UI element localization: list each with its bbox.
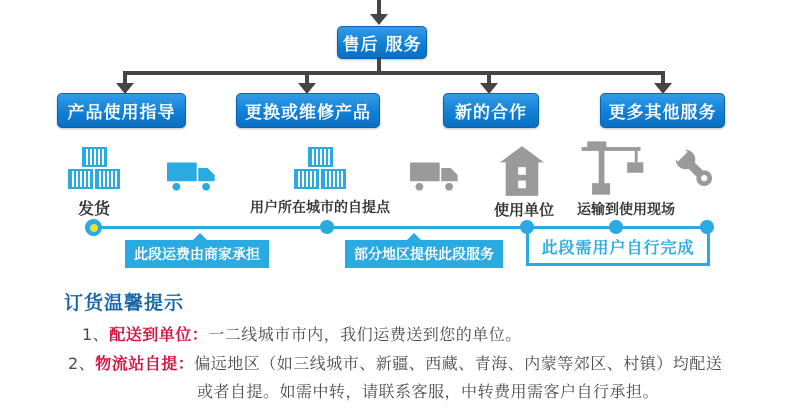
branch-label: 更多其他服务 bbox=[608, 103, 717, 123]
tip-number: 1、 bbox=[82, 325, 110, 344]
connector-horizontal bbox=[123, 71, 665, 75]
branch-box-replace-repair bbox=[236, 93, 380, 128]
step-label-use-unit: 使用单位 bbox=[493, 201, 554, 219]
step-label-to-site: 运输到使用现场 bbox=[577, 202, 675, 218]
timeline-dot bbox=[320, 220, 334, 234]
triangle-up-icon bbox=[193, 233, 207, 240]
flow-root-box bbox=[337, 26, 427, 59]
cargo-box bbox=[294, 169, 319, 189]
cargo-box bbox=[82, 147, 107, 167]
segment-label-merchant-freight bbox=[125, 240, 269, 268]
cargo-boxes-icon bbox=[68, 147, 120, 189]
branch-box-product-guidance bbox=[57, 93, 186, 128]
tip-text: 偏远地区（如三线城市、新疆、西藏、青海、内蒙等郊区、村镇）均配送 bbox=[194, 354, 723, 373]
connector-top-stem bbox=[377, 0, 381, 15]
branch-label: 新的合作 bbox=[455, 103, 527, 123]
branch-box-more-services bbox=[600, 93, 725, 128]
tip-text: 一二线城市市内，我们运费送到您的单位。 bbox=[208, 325, 522, 344]
timeline-dot bbox=[609, 220, 623, 234]
wrench-icon bbox=[671, 145, 718, 192]
tip-label: 配送到单位： bbox=[109, 325, 209, 344]
building-icon bbox=[499, 146, 545, 196]
cargo-box bbox=[321, 169, 346, 189]
truck-icon bbox=[167, 157, 217, 193]
tips-title: 订货温馨提示 bbox=[64, 292, 185, 314]
segment-label-partial-regions bbox=[345, 240, 503, 268]
timeline-dot bbox=[520, 220, 534, 234]
cargo-boxes-icon bbox=[294, 147, 346, 189]
branch-label: 更换或维修产品 bbox=[245, 103, 371, 123]
tip-number: 2、 bbox=[68, 354, 96, 373]
cargo-box bbox=[95, 169, 120, 189]
segment-text: 此段运费由商家承担 bbox=[134, 247, 260, 263]
tip-item-2-continued: 或者自提。如需中转，请联系客服，中转费用需客户自行承担。 bbox=[197, 382, 660, 401]
cargo-box bbox=[68, 169, 93, 189]
tip-item-1 bbox=[82, 322, 522, 345]
segment-text: 部分地区提供此段服务 bbox=[354, 247, 494, 263]
segment-text: 此段需用户自行完成 bbox=[541, 237, 695, 257]
step-label-ship: 发货 bbox=[77, 199, 110, 218]
branch-box-new-cooperation bbox=[443, 93, 539, 128]
timeline-start-dot-core bbox=[90, 224, 98, 232]
tip-item-2 bbox=[68, 351, 722, 374]
timeline-dot bbox=[700, 220, 714, 234]
triangle-up-icon bbox=[407, 233, 421, 240]
truck-icon bbox=[410, 157, 460, 193]
step-label-pickup-point: 用户所在城市的自提点 bbox=[250, 200, 390, 216]
arrow-down-icon bbox=[370, 14, 388, 25]
crane-icon bbox=[574, 141, 650, 195]
tip-label: 物流站自提： bbox=[95, 354, 195, 373]
cargo-box bbox=[308, 147, 333, 167]
flow-root-label: 售后 服务 bbox=[342, 35, 422, 55]
timeline-start-dot bbox=[85, 219, 102, 236]
branch-label: 产品使用指导 bbox=[67, 103, 176, 123]
